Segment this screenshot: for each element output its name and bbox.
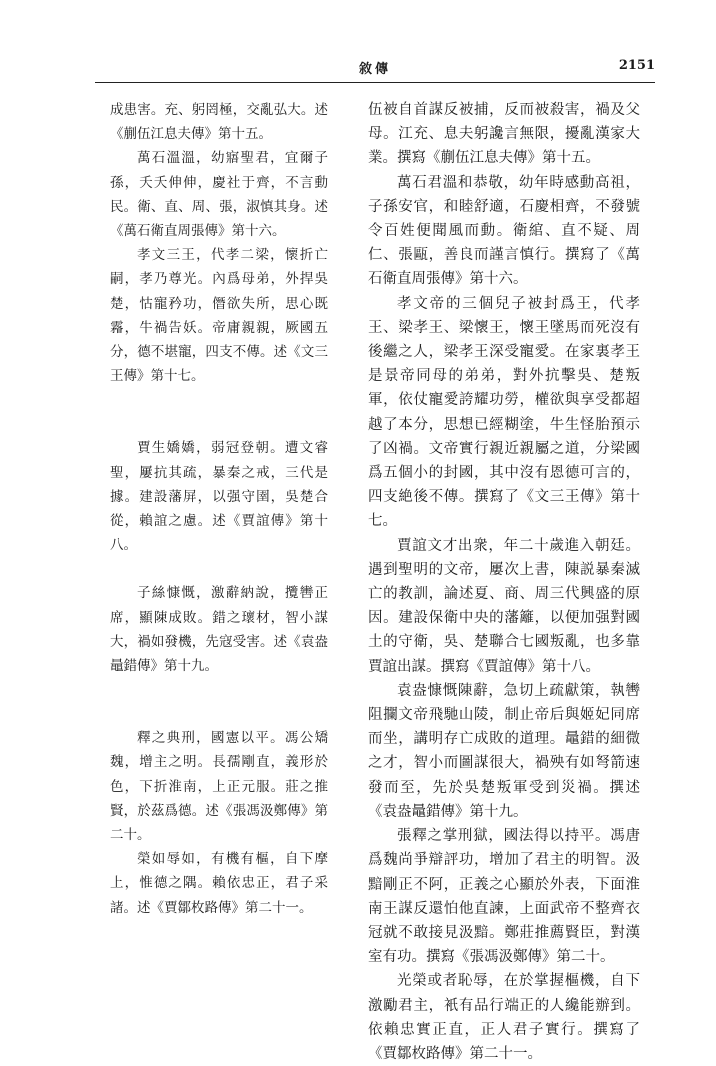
- header-title: 敘傳: [358, 62, 391, 77]
- classical-paragraph-16: 萬石溫溫，幼寤聖君，宜爾子孫，夭夭伸伸，慶社于齊，不言動民。衛、直、周、張，淑慎其身。述《萬石衛直周張傳》第十六。: [110, 150, 328, 240]
- paragraph-gap: [110, 388, 328, 436]
- classical-paragraph-17: 孝文三王，代孝二梁，懷折亡嗣，孝乃尊光。內爲母弟，外捍吳楚，怙寵矜功，僭欲失所，思心既霿，牛禍告妖。帝庸親親，厥國五分，德不堪寵，四支不傳。述《文三王傳》第十七。: [110, 247, 328, 385]
- classical-paragraph-21: 榮如辱如，有機有樞，自下摩上，惟德之隅。賴依忠正，君子采諸。述《賈鄒枚路傳》第二十一。: [110, 851, 328, 916]
- header-rule: [95, 82, 655, 83]
- paragraph-gap: [110, 557, 328, 581]
- classical-paragraph-20: 釋之典刑，國憲以平。馮公矯魏，增主之明。長孺剛直，義形於色，下折淮南，上正元服。莊之推賢，於茲爲德。述《張馮汲鄭傳》第二十。: [110, 730, 328, 844]
- paragraph-gap: [110, 678, 328, 726]
- translation-column: [368, 98, 640, 1066]
- translation-paragraph-15: 伍被自首謀反被捕，反而被殺害，禍及父母。江充、息夫躬讒言無限，擾亂漢家大業。撰寫《蒯伍江息夫傳》第十五。: [368, 102, 640, 167]
- classical-paragraph-18: 賈生嬌嬌，弱冠登朝。遭文睿聖，屢抗其疏，暴秦之戒，三代是據。建設藩屏，以强守圉，吳楚合從，賴誼之慮。述《賈誼傳》第十八。: [110, 440, 328, 554]
- translation-paragraph-16: 萬石君溫和恭敬，幼年時感動高祖，子孫安官，和睦舒適，石慶相齊，不發號令百姓便聞風而動。衛綰、直不疑、周仁、張甌，善良而謹言慎行。撰寫了《萬石衛直周張傳》第十六。: [368, 174, 640, 288]
- translation-paragraph-21: 光榮或者恥辱，在於掌握樞機，自下激勵君主，衹有品行端正的人纔能辦到。依賴忠實正直，正人君子實行。撰寫了《賈鄒枚路傳》第二十一。: [368, 973, 640, 1062]
- page-number: 2151: [618, 58, 655, 73]
- translation-paragraph-20: 張釋之掌刑獄，國法得以持平。馮唐爲魏尚爭辯評功，增加了君主的明智。汲黯剛正不阿，正義之心顯於外表，下面淮南王謀反還怕他直諫，上面武帝不整齊衣冠就不敢接見汲黯。鄭莊推薦賢臣，對漢室有功。撰寫《張馮汲鄭傳》第二十。: [368, 828, 640, 966]
- translation-paragraph-19: 袁盎慷慨陳辭，急切上疏獻策，執轡阻攔文帝飛馳山陵，制止帝后與姬妃同席而坐，講明存亡成敗的道理。鼂錯的細微之才，智小而圖謀很大，禍殃有如弩箭速發而至，先於吳楚叛軍受到災禍。撰述《袁盎鼂錯傳》第十九。: [368, 682, 640, 820]
- classical-paragraph-19: 子絲慷慨，激辭納說，攬轡正席，顯陳成敗。錯之瓌材，智小謀大，禍如發機，先寇受害。述《袁盎鼂錯傳》第十九。: [110, 585, 328, 675]
- translation-paragraph-18: 賈誼文才出衆，年二十歲進入朝廷。遇到聖明的文帝，屢次上書，陳説暴秦滅亡的教訓，論述夏、商、周三代興盛的原因。建設保衛中央的藩籬，以便加强對國土的守衛，吳、楚聯合七國叛亂，也多靠賈誼出謀。撰寫《賈誼傳》第十八。: [368, 537, 640, 675]
- classical-paragraph-15: 成患害。充、躬罔極，交亂弘大。述《蒯伍江息夫傳》第十五。: [110, 102, 328, 143]
- running-header: [95, 58, 655, 80]
- translation-paragraph-17: 孝文帝的三個兒子被封爲王，代孝王、梁孝王、梁懷王，懷王墜馬而死沒有後繼之人，梁孝王深受寵愛。在家裏孝王是景帝同母的弟弟，對外抗擊吳、楚叛軍，依仗寵愛誇耀功勞，權欲與享受都超越了本分，思想已經糊塗，牛生怪胎預示了凶禍。文帝實行親近親屬之道，分梁國爲五個小的封國，其中沒有恩德可言的，四支絶後不傳。撰寫了《文三王傳》第十七。: [368, 295, 640, 530]
- classical-text-column: [110, 98, 328, 920]
